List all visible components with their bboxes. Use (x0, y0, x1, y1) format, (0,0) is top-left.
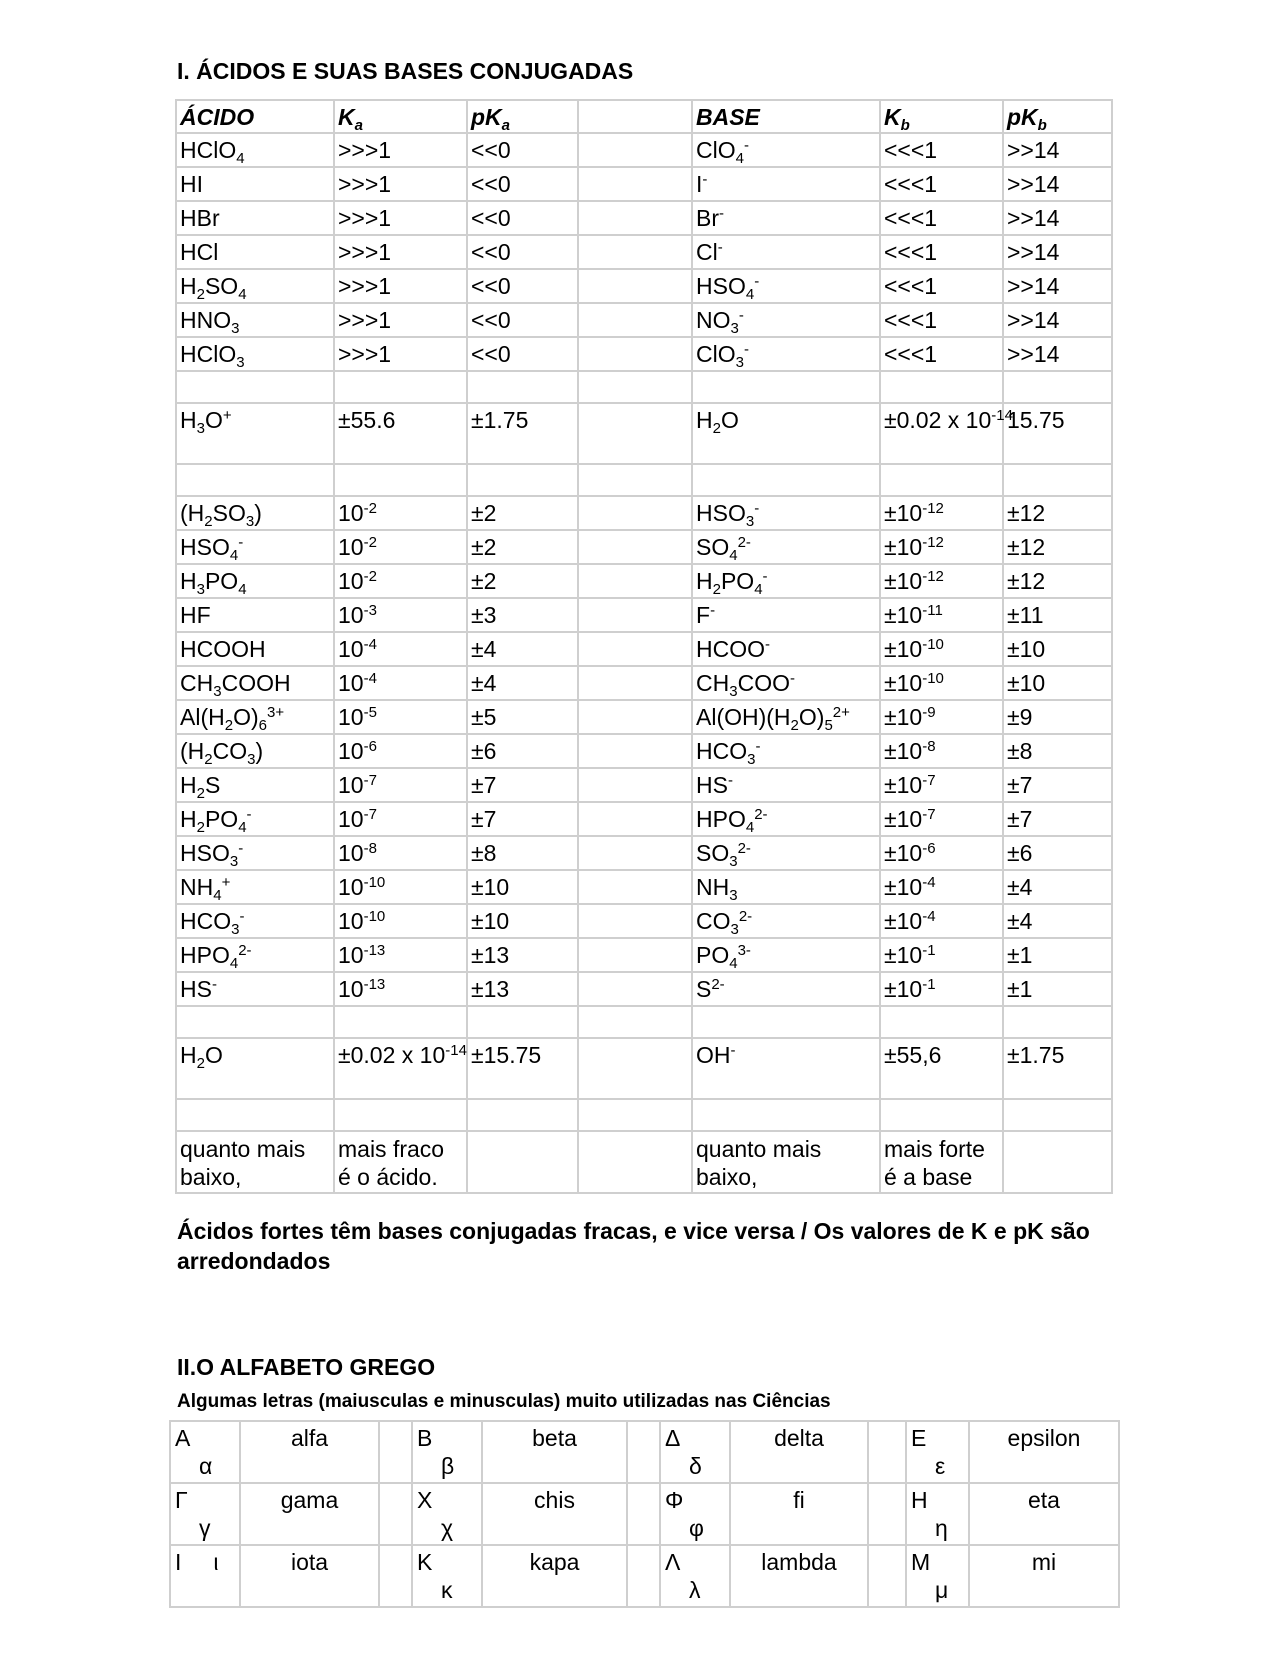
cell-base: $HSO_4^-$ (692, 269, 880, 303)
cell-base: $H_2O$ (692, 403, 880, 464)
greek-letter-cell: Ε ε (906, 1421, 969, 1483)
cell-spacer (578, 201, 692, 235)
cell-base: $HCO_3^-$ (692, 734, 880, 768)
greek-letter-cell: Γ γ (170, 1483, 240, 1545)
greek-name-cell: mi (969, 1545, 1119, 1607)
cell-ka: $10^{-2}$ (334, 564, 467, 598)
cell-ka (334, 464, 467, 496)
cell-kb: ±0.02 x $10^{-14}$ (880, 403, 1003, 464)
cell-kb: $\pm 10^{-1}$ (880, 938, 1003, 972)
cell-ka: $10^{-8}$ (334, 836, 467, 870)
cell-pkb: ±11 (1003, 598, 1112, 632)
cell-ka: ±0.02 x $10^{-14}$ (334, 1038, 467, 1099)
cell-ka: $10^{-10}$ (334, 904, 467, 938)
cell-acid (176, 371, 334, 403)
table-row (176, 768, 1112, 802)
cell-spacer (578, 403, 692, 464)
table-row (176, 496, 1112, 530)
cell-pka: ±8 (467, 836, 578, 870)
cell-pkb (1003, 1006, 1112, 1038)
cell-base: $CH_3COO^-$ (692, 666, 880, 700)
cell-pka: ±10 (467, 904, 578, 938)
cell-pkb (1003, 1099, 1112, 1131)
cell-kb (880, 371, 1003, 403)
cell-spacer (578, 371, 692, 403)
cell-pkb: ±1 (1003, 938, 1112, 972)
cell-ka: $10^{-7}$ (334, 768, 467, 802)
cell-pka: ±13 (467, 972, 578, 1006)
cell-pka (467, 1131, 578, 1193)
cell-base (692, 1099, 880, 1131)
cell-acid: $HSO_3^-$ (176, 836, 334, 870)
cell-pkb: >>14 (1003, 269, 1112, 303)
cell-pka: <<0 (467, 167, 578, 201)
cell-pkb: >>14 (1003, 303, 1112, 337)
greek-name-cell: beta (482, 1421, 627, 1483)
cell-kb (880, 1099, 1003, 1131)
cell-acid (176, 464, 334, 496)
table-row (176, 235, 1112, 269)
cell-acid: HClO$_4$ (176, 133, 334, 167)
cell-kb: $\pm 10^{-1}$ (880, 972, 1003, 1006)
cell-acid: HCOOH (176, 632, 334, 666)
cell-base: $CO_3^{2-}$ (692, 904, 880, 938)
cell-base: $SO_3^{2-}$ (692, 836, 880, 870)
cell-base (692, 371, 880, 403)
cell-ka (334, 1006, 467, 1038)
cell-pkb: ±1.75 (1003, 1038, 1112, 1099)
cell-spacer (627, 1421, 660, 1483)
cell-ka: $10^{-4}$ (334, 632, 467, 666)
cell-spacer (379, 1545, 412, 1607)
cell-pkb: ±10 (1003, 666, 1112, 700)
cell-acid: $HSO_4^-$ (176, 530, 334, 564)
cell-kb: $\pm 10^{-4}$ (880, 904, 1003, 938)
table-row (176, 734, 1112, 768)
cell-pka: ±6 (467, 734, 578, 768)
cell-spacer (578, 1038, 692, 1099)
cell-spacer (379, 1483, 412, 1545)
cell-spacer (868, 1421, 906, 1483)
cell-ka: $10^{-6}$ (334, 734, 467, 768)
cell-kb: $\pm 10^{-8}$ (880, 734, 1003, 768)
cell-ka: >>>1 (334, 235, 467, 269)
cell-acid (176, 1099, 334, 1131)
acid-base-table (175, 99, 1113, 1194)
greek-letter-cell: Λ λ (660, 1545, 730, 1607)
table-note: Ácidos fortes têm bases conjugadas fracas, e vice versa / Os valores de K e pK são arredondados (177, 1218, 1090, 1274)
cell-base (692, 464, 880, 496)
cell-kb: $\pm 10^{-12}$ (880, 530, 1003, 564)
cell-spacer (868, 1545, 906, 1607)
column-header: ÁCIDO (176, 100, 334, 133)
cell-ka (334, 1099, 467, 1131)
table-row (176, 133, 1112, 167)
cell-base: I- (692, 167, 880, 201)
cell-acid: $(H_2SO_3)$ (176, 496, 334, 530)
cell-kb: <<<1 (880, 167, 1003, 201)
cell-acid: HI (176, 167, 334, 201)
column-header: $K_b$ (880, 100, 1003, 133)
cell-pka: ±4 (467, 632, 578, 666)
cell-pkb (1003, 1131, 1112, 1193)
cell-spacer (578, 564, 692, 598)
table-row (176, 700, 1112, 734)
table-row (176, 666, 1112, 700)
cell-acid: $H_3PO_4$ (176, 564, 334, 598)
greek-row (170, 1483, 1119, 1545)
cell-pka (467, 1006, 578, 1038)
cell-base: $SO_4^{2-}$ (692, 530, 880, 564)
cell-ka: >>>1 (334, 201, 467, 235)
table-row (176, 598, 1112, 632)
cell-kb (880, 1006, 1003, 1038)
table-row (176, 632, 1112, 666)
cell-acid: HS- (176, 972, 334, 1006)
cell-base: Cl- (692, 235, 880, 269)
cell-kb: $\pm 10^{-12}$ (880, 496, 1003, 530)
greek-name-cell: delta (730, 1421, 868, 1483)
cell-pka: ±15.75 (467, 1038, 578, 1099)
cell-pka: ±10 (467, 870, 578, 904)
table-row (176, 201, 1112, 235)
section2-subtitle: Algumas letras (maiusculas e minusculas) muito utilizadas nas Ciências (177, 1391, 831, 1412)
cell-spacer (578, 734, 692, 768)
cell-spacer (578, 530, 692, 564)
table-row (176, 938, 1112, 972)
cell-spacer (578, 870, 692, 904)
table-row (176, 167, 1112, 201)
cell-spacer (578, 836, 692, 870)
table-row (176, 1006, 1112, 1038)
cell-pka: ±3 (467, 598, 578, 632)
cell-base: ClO$_4$- (692, 133, 880, 167)
table-row (176, 564, 1112, 598)
greek-name-cell: kapa (482, 1545, 627, 1607)
cell-pka (467, 464, 578, 496)
cell-spacer (578, 464, 692, 496)
cell-acid: $(H_2CO_3)$ (176, 734, 334, 768)
column-header: BASE (692, 100, 880, 133)
cell-acid: $H_3O^+$ (176, 403, 334, 464)
cell-spacer (627, 1545, 660, 1607)
cell-acid: $NH_4^+$ (176, 870, 334, 904)
cell-ka: mais fraco é o ácido. (334, 1131, 467, 1193)
cell-acid (176, 1006, 334, 1038)
greek-letter-cell: Φ φ (660, 1483, 730, 1545)
cell-kb: $\pm 10^{-7}$ (880, 802, 1003, 836)
table-row (176, 1131, 1112, 1193)
cell-pka: <<0 (467, 269, 578, 303)
cell-pkb (1003, 464, 1112, 496)
cell-ka: $10^{-4}$ (334, 666, 467, 700)
cell-pka (467, 371, 578, 403)
greek-row (170, 1421, 1119, 1483)
cell-pkb (1003, 371, 1112, 403)
cell-base (692, 1006, 880, 1038)
cell-spacer (578, 496, 692, 530)
cell-base: HS- (692, 768, 880, 802)
greek-row (170, 1545, 1119, 1607)
cell-kb: <<<1 (880, 337, 1003, 371)
cell-base: Br- (692, 201, 880, 235)
section1-title: I. ÁCIDOS E SUAS BASES CONJUGADAS (177, 58, 634, 84)
cell-spacer (578, 904, 692, 938)
cell-pka: ±2 (467, 496, 578, 530)
cell-kb: <<<1 (880, 269, 1003, 303)
cell-pka: ±13 (467, 938, 578, 972)
cell-spacer (578, 269, 692, 303)
cell-base: $NH_3$ (692, 870, 880, 904)
cell-spacer (578, 167, 692, 201)
cell-acid: HCl (176, 235, 334, 269)
cell-kb: <<<1 (880, 303, 1003, 337)
cell-kb: <<<1 (880, 235, 1003, 269)
table-row (176, 1099, 1112, 1131)
cell-spacer (578, 938, 692, 972)
column-header: $pK_b$ (1003, 100, 1112, 133)
cell-spacer (379, 1421, 412, 1483)
cell-ka: $10^{-2}$ (334, 530, 467, 564)
cell-pkb: ±12 (1003, 496, 1112, 530)
cell-pkb: >>14 (1003, 235, 1112, 269)
cell-pkb: >>14 (1003, 167, 1112, 201)
cell-spacer (578, 1131, 692, 1193)
greek-name-cell: alfa (240, 1421, 379, 1483)
greek-letter-cell: Η η (906, 1483, 969, 1545)
table-row (176, 904, 1112, 938)
cell-spacer (578, 133, 692, 167)
table-row (176, 802, 1112, 836)
cell-pkb: ±8 (1003, 734, 1112, 768)
cell-ka: >>>1 (334, 303, 467, 337)
cell-acid: $H_2SO_4$ (176, 269, 334, 303)
greek-name-cell: epsilon (969, 1421, 1119, 1483)
cell-pka: ±5 (467, 700, 578, 734)
cell-ka: >>>1 (334, 133, 467, 167)
cell-acid: $Al(H_2O)_6^{3+}$ (176, 700, 334, 734)
cell-pkb: ±7 (1003, 768, 1112, 802)
cell-kb: <<<1 (880, 201, 1003, 235)
table-row (176, 464, 1112, 496)
cell-pka (467, 1099, 578, 1131)
section2-title: II.O ALFABETO GREGO (177, 1354, 436, 1380)
cell-base: $S^{2-}$ (692, 972, 880, 1006)
cell-pkb: >>14 (1003, 337, 1112, 371)
table-row (176, 1038, 1112, 1099)
greek-name-cell: chis (482, 1483, 627, 1545)
cell-pka: ±2 (467, 564, 578, 598)
greek-letter-cell: Χ χ (412, 1483, 482, 1545)
cell-ka: $10^{-13}$ (334, 938, 467, 972)
cell-ka: >>>1 (334, 337, 467, 371)
cell-pkb: ±12 (1003, 530, 1112, 564)
cell-base: ClO$_3$- (692, 337, 880, 371)
cell-pka: ±7 (467, 768, 578, 802)
cell-pkb: ±4 (1003, 904, 1112, 938)
cell-spacer (578, 802, 692, 836)
cell-base: $Al(OH)(H_2O)_5^{2+}$ (692, 700, 880, 734)
cell-acid: $HNO_3$ (176, 303, 334, 337)
cell-spacer (578, 632, 692, 666)
cell-pkb: ±12 (1003, 564, 1112, 598)
cell-pkb: >>14 (1003, 133, 1112, 167)
cell-spacer (578, 337, 692, 371)
cell-spacer (578, 598, 692, 632)
cell-base: $PO_4^{3-}$ (692, 938, 880, 972)
cell-kb: $\pm 10^{-10}$ (880, 632, 1003, 666)
table-row (176, 972, 1112, 1006)
cell-ka: ±55.6 (334, 403, 467, 464)
cell-acid: HF (176, 598, 334, 632)
greek-letter-cell: Κ κ (412, 1545, 482, 1607)
cell-pka: <<0 (467, 201, 578, 235)
cell-base: quanto mais baixo, (692, 1131, 880, 1193)
cell-base: OH- (692, 1038, 880, 1099)
cell-acid: $H_2S$ (176, 768, 334, 802)
cell-acid: $H_2PO_4^-$ (176, 802, 334, 836)
cell-kb: $\pm 10^{-12}$ (880, 564, 1003, 598)
cell-kb: $\pm 10^{-6}$ (880, 836, 1003, 870)
cell-ka (334, 371, 467, 403)
cell-spacer (578, 972, 692, 1006)
greek-name-cell: eta (969, 1483, 1119, 1545)
table-header-row (176, 100, 1112, 133)
cell-acid: $HPO_4^{2-}$ (176, 938, 334, 972)
table-row (176, 337, 1112, 371)
greek-name-cell: gama (240, 1483, 379, 1545)
table-row (176, 530, 1112, 564)
cell-pkb: ±7 (1003, 802, 1112, 836)
cell-kb: $\pm 10^{-10}$ (880, 666, 1003, 700)
cell-pka: <<0 (467, 337, 578, 371)
cell-acid: HBr (176, 201, 334, 235)
column-header (578, 100, 692, 133)
cell-kb: $\pm 10^{-11}$ (880, 598, 1003, 632)
table-row (176, 303, 1112, 337)
cell-acid: $H_2O$ (176, 1038, 334, 1099)
cell-spacer (578, 235, 692, 269)
cell-spacer (578, 768, 692, 802)
cell-pkb: ±4 (1003, 870, 1112, 904)
cell-pkb: >>14 (1003, 201, 1112, 235)
cell-pka: <<0 (467, 303, 578, 337)
cell-pka: ±4 (467, 666, 578, 700)
cell-spacer (578, 303, 692, 337)
cell-pkb: ±10 (1003, 632, 1112, 666)
cell-ka: $10^{-10}$ (334, 870, 467, 904)
cell-ka: $10^{-2}$ (334, 496, 467, 530)
table-row (176, 403, 1112, 464)
cell-base: $HSO_3^-$ (692, 496, 880, 530)
table-row (176, 371, 1112, 403)
cell-kb: $\pm 10^{-9}$ (880, 700, 1003, 734)
cell-pka: <<0 (467, 235, 578, 269)
cell-pka: <<0 (467, 133, 578, 167)
table-row (176, 836, 1112, 870)
cell-spacer (578, 666, 692, 700)
cell-pkb: ±1 (1003, 972, 1112, 1006)
cell-spacer (578, 700, 692, 734)
greek-letter-cell: Μ μ (906, 1545, 969, 1607)
cell-kb: mais forte é a base (880, 1131, 1003, 1193)
greek-alphabet-table (169, 1420, 1120, 1608)
cell-base: $HPO_4^{2-}$ (692, 802, 880, 836)
greek-letter-cell: Β β (412, 1421, 482, 1483)
cell-kb: $\pm 10^{-4}$ (880, 870, 1003, 904)
cell-pkb: 15.75 (1003, 403, 1112, 464)
cell-spacer (627, 1483, 660, 1545)
cell-kb: $\pm 10^{-7}$ (880, 768, 1003, 802)
cell-spacer (578, 1006, 692, 1038)
greek-letter-cell: Δ δ (660, 1421, 730, 1483)
cell-pka: ±7 (467, 802, 578, 836)
cell-kb (880, 464, 1003, 496)
greek-letter-cell: Α α (170, 1421, 240, 1483)
cell-ka: >>>1 (334, 167, 467, 201)
table-row (176, 870, 1112, 904)
column-header: $pK_a$ (467, 100, 578, 133)
cell-kb: <<<1 (880, 133, 1003, 167)
table-row (176, 269, 1112, 303)
cell-spacer (868, 1483, 906, 1545)
cell-kb: ±55,6 (880, 1038, 1003, 1099)
cell-base: HCOO- (692, 632, 880, 666)
cell-base: F- (692, 598, 880, 632)
cell-ka: $10^{-7}$ (334, 802, 467, 836)
column-header: $K_a$ (334, 100, 467, 133)
cell-spacer (578, 1099, 692, 1131)
greek-name-cell: fi (730, 1483, 868, 1545)
cell-base: $NO_3^-$ (692, 303, 880, 337)
cell-pkb: ±6 (1003, 836, 1112, 870)
cell-acid: HClO$_3$ (176, 337, 334, 371)
greek-name-cell: lambda (730, 1545, 868, 1607)
cell-acid: quanto mais baixo, (176, 1131, 334, 1193)
cell-ka: >>>1 (334, 269, 467, 303)
cell-base: $H_2PO_4^-$ (692, 564, 880, 598)
cell-pka: ±1.75 (467, 403, 578, 464)
cell-ka: $10^{-3}$ (334, 598, 467, 632)
cell-ka: $10^{-5}$ (334, 700, 467, 734)
cell-pkb: ±9 (1003, 700, 1112, 734)
cell-pka: ±2 (467, 530, 578, 564)
cell-acid: $CH_3COOH$ (176, 666, 334, 700)
greek-letter-cell: Ι ι (170, 1545, 240, 1607)
cell-ka: $10^{-13}$ (334, 972, 467, 1006)
greek-name-cell: iota (240, 1545, 379, 1607)
cell-acid: $HCO_3^-$ (176, 904, 334, 938)
